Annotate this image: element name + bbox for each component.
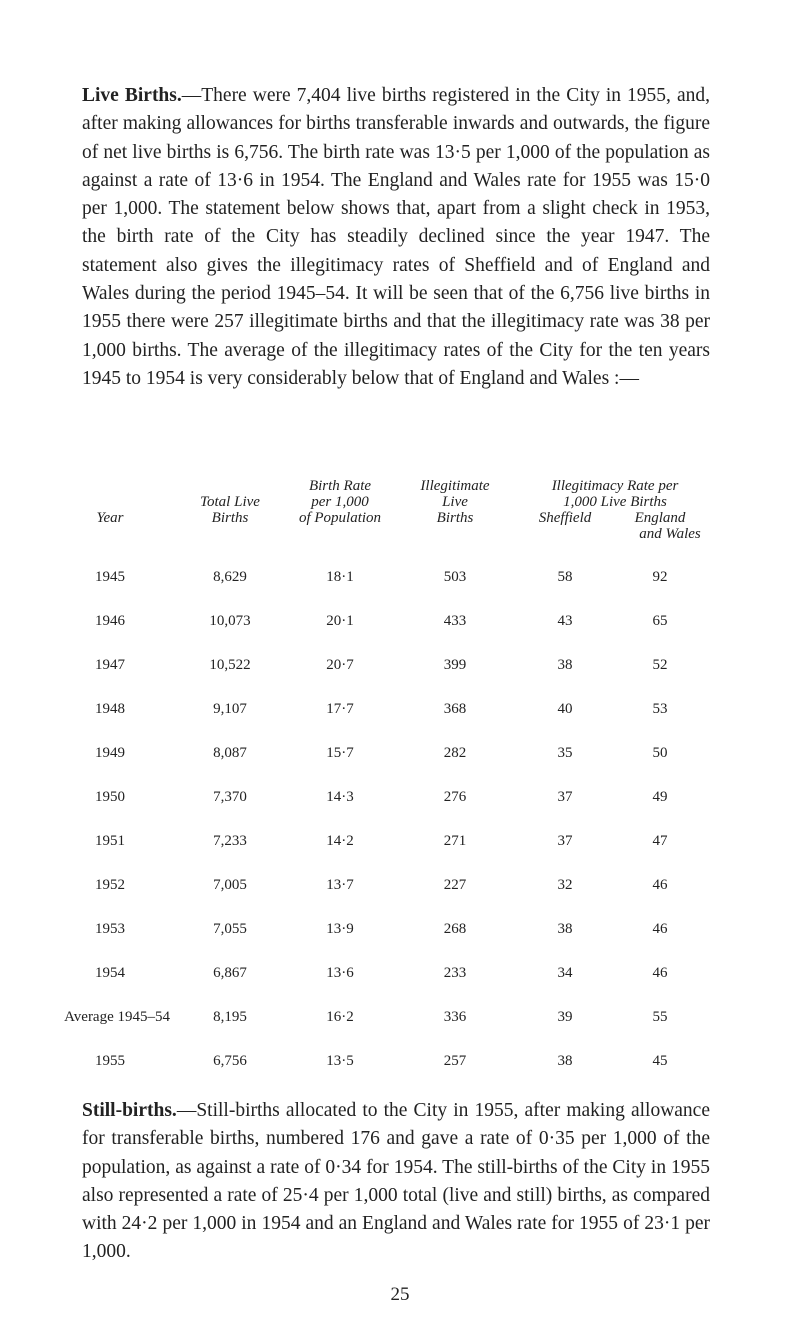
table-cell-illegitimate: 282 [443, 745, 467, 761]
table-cell-illegitimate: 227 [443, 877, 467, 893]
table-cell-rate: 13·6 [326, 965, 354, 981]
table-cell-year-average: Average 1945–54 [64, 1009, 170, 1025]
table-cell-rate: 16·2 [326, 1009, 354, 1025]
table-cell-england-wales: 52 [652, 657, 668, 673]
table-cell-england-wales: 46 [652, 877, 668, 893]
table-cell-rate: 13·9 [326, 921, 354, 937]
table-cell-illegitimate: 503 [443, 569, 467, 585]
table-cell-illegitimate: 276 [443, 789, 467, 805]
still-births-heading: Still-births. [82, 1100, 177, 1121]
header-birth-rate-1: Birth Rate [308, 478, 372, 494]
header-birth-rate-2: per 1,000 [311, 494, 369, 510]
table-cell-rate: 15·7 [326, 745, 354, 761]
table-cell-england-wales: 47 [652, 833, 668, 849]
table-cell-illegitimate: 433 [443, 613, 467, 629]
table-cell-total: 6,867 [213, 965, 247, 981]
table-cell-total: 10,073 [209, 613, 251, 629]
table-cell-sheffield: 43 [557, 613, 573, 629]
table-cell-rate: 13·5 [326, 1053, 354, 1069]
table-cell-illegitimate: 336 [443, 1009, 467, 1025]
table-cell-england-wales: 46 [652, 921, 668, 937]
header-birth-rate-3: of Population [298, 510, 382, 526]
table-cell-total: 8,629 [213, 569, 247, 585]
table-cell-year: 1948 [95, 701, 125, 717]
table-cell-sheffield: 37 [557, 789, 573, 805]
table-cell-england-wales: 65 [652, 613, 668, 629]
table-cell-total: 7,055 [213, 921, 247, 937]
table-cell-rate: 17·7 [326, 701, 354, 717]
header-illegitimate-1: Illegitimate [420, 478, 490, 494]
table-cell-illegitimate: 399 [443, 657, 467, 673]
table-cell-total: 7,233 [213, 833, 247, 849]
table-cell-sheffield: 38 [557, 657, 573, 673]
table-cell-rate: 14·3 [326, 789, 354, 805]
live-births-text: —There were 7,404 live births registered in the City in 1955, and, after making allowances for births transferable inwards and outwards, the figure of net live births is 6,756. The birth rate was 13·5 per 1,000 of the population as against a rate of 13·6 in 1954. The England and Wales rate for 1955 was 15·0 per 1,000. The statement below shows that, apart from a slight check in 1953, the birth rate of the City has steadily declined since the year 1947. The statement also gives the illegitimacy rates of Sheffield and of England and Wales during the period 1945–54. It will be seen that of the 6,756 live births in 1955 there were 257 illegitimate births and that the illegitimacy rate was 38 per 1,000 births. The average of the illegitimacy rates of the City for the ten years 1945 to 1954 is very considerably below that of England and Wales :— [82, 85, 710, 389]
table-cell-total: 6,756 [213, 1053, 247, 1069]
header-illegitimacy-rate-1: Illegitimacy Rate per [551, 478, 679, 494]
table-cell-sheffield: 35 [557, 745, 573, 761]
table-cell-year: 1950 [95, 789, 125, 805]
table-cell-sheffield: 39 [557, 1009, 573, 1025]
header-illegitimate-2: Live [442, 494, 468, 510]
table-cell-sheffield: 32 [557, 877, 573, 893]
table-cell-sheffield: 58 [557, 569, 573, 585]
header-total-live-2: Births [211, 510, 249, 526]
table-cell-england-wales: 45 [652, 1053, 668, 1069]
table-cell-year: 1951 [95, 833, 125, 849]
header-england-1: England [634, 510, 686, 526]
table-cell-year: 1946 [95, 613, 125, 629]
table-cell-sheffield: 37 [557, 833, 573, 849]
live-births-paragraph [82, 82, 710, 393]
table-cell-total: 8,087 [213, 745, 247, 761]
table-cell-illegitimate: 268 [443, 921, 467, 937]
table-cell-total: 8,195 [213, 1009, 247, 1025]
table-cell-rate: 14·2 [326, 833, 354, 849]
table-cell-year: 1945 [95, 569, 125, 585]
table-cell-sheffield: 40 [557, 701, 573, 717]
table-cell-illegitimate: 368 [443, 701, 467, 717]
live-births-heading: Live Births. [82, 85, 182, 106]
header-year: Year [96, 510, 124, 526]
table-cell-year: 1953 [95, 921, 125, 937]
table-cell-england-wales: 50 [652, 745, 668, 761]
table-cell-year: 1952 [95, 877, 125, 893]
table-cell-year: 1947 [95, 657, 125, 673]
table-cell-rate: 20·1 [326, 613, 354, 629]
table-cell-total: 10,522 [209, 657, 251, 673]
table-cell-england-wales: 49 [652, 789, 668, 805]
header-sheffield: Sheffield [538, 510, 592, 526]
header-illegitimate-3: Births [436, 510, 474, 526]
header-total-live-1: Total Live [200, 494, 260, 510]
table-cell-sheffield: 38 [557, 1053, 573, 1069]
table-cell-rate: 20·7 [326, 657, 354, 673]
table-cell-year: 1954 [95, 965, 125, 981]
table-cell-rate: 18·1 [326, 569, 354, 585]
table-cell-total: 7,005 [213, 877, 247, 893]
table-cell-england-wales: 46 [652, 965, 668, 981]
table-cell-england-wales: 53 [652, 701, 668, 717]
header-england-2: and Wales [639, 526, 701, 542]
table-cell-total: 7,370 [213, 789, 247, 805]
header-illegitimacy-rate-2: 1,000 Live Births [563, 494, 667, 510]
table-cell-sheffield: 38 [557, 921, 573, 937]
table-cell-illegitimate: 257 [443, 1053, 467, 1069]
table-cell-rate: 13·7 [326, 877, 354, 893]
table-cell-illegitimate: 233 [443, 965, 467, 981]
still-births-text: —Still-births allocated to the City in 1955, after making allowance for transferable births, numbered 176 and gave a rate of 0·35 per 1,000 of the population, as against a rate of 0·34 for 1954. The still-births of the City in 1955 also represented a rate of 25·4 per 1,000 total (live and still) births, as compared with 24·2 per 1,000 in 1954 and an England and Wales rate for 1955 of 23·1 per 1,000. [82, 1100, 710, 1263]
table-cell-sheffield: 34 [557, 965, 573, 981]
table-cell-england-wales: 55 [652, 1009, 668, 1025]
page-number: 25 [390, 1284, 410, 1305]
table-cell-year: 1949 [95, 745, 125, 761]
table-cell-year: 1955 [95, 1053, 125, 1069]
still-births-paragraph [82, 1097, 710, 1267]
table-cell-england-wales: 92 [652, 569, 668, 585]
table-cell-illegitimate: 271 [443, 833, 467, 849]
table-cell-total: 9,107 [213, 701, 247, 717]
